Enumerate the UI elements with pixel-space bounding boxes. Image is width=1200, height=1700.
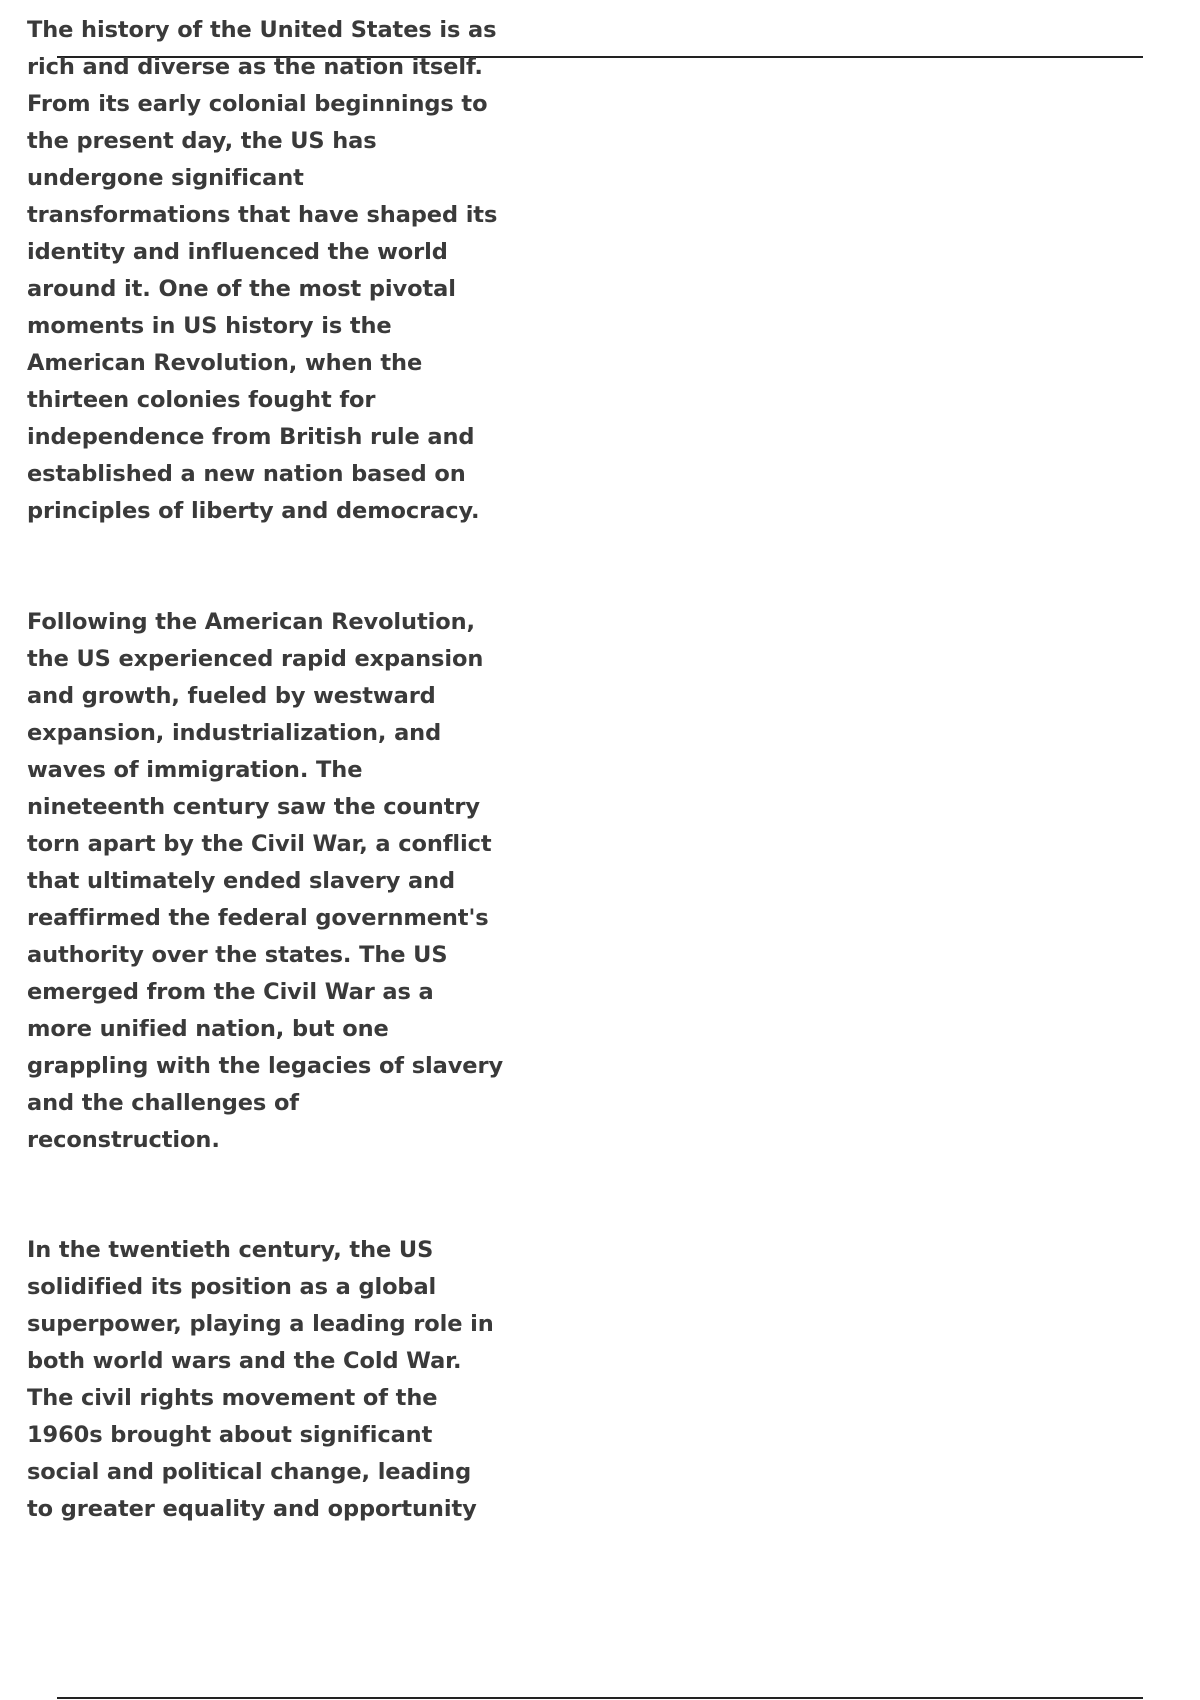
paragraph-line: and growth, fueled by westward xyxy=(27,683,436,709)
bottom-divider xyxy=(57,1697,1143,1699)
paragraph-line: The civil rights movement of the xyxy=(27,1385,438,1411)
paragraph-line: that ultimately ended slavery and xyxy=(27,868,456,894)
paragraph-line: reconstruction. xyxy=(27,1127,220,1153)
paragraph-line: around it. One of the most pivotal xyxy=(27,276,456,302)
paragraph-line: In the twentieth century, the US xyxy=(27,1237,434,1263)
paragraph-line: to greater equality and opportunity xyxy=(27,1496,477,1522)
paragraph-line: grappling with the legacies of slavery xyxy=(27,1053,504,1079)
paragraph-line: established a new nation based on xyxy=(27,461,466,487)
paragraph-line: transformations that have shaped its xyxy=(27,202,498,228)
paragraph-line: torn apart by the Civil War, a conflict xyxy=(27,831,492,857)
paragraph-line: waves of immigration. The xyxy=(27,757,363,783)
paragraph-line: thirteen colonies fought for xyxy=(27,387,376,413)
paragraph-line: The history of the United States is as xyxy=(27,17,497,43)
paragraph-line: expansion, industrialization, and xyxy=(27,720,442,746)
paragraph-line: the US experienced rapid expansion xyxy=(27,646,484,672)
paragraph-line: principles of liberty and democracy. xyxy=(27,498,480,524)
paragraph-line: nineteenth century saw the country xyxy=(27,794,480,820)
paragraph-line: the present day, the US has xyxy=(27,128,377,154)
paragraph-line: American Revolution, when the xyxy=(27,350,423,376)
paragraph-line: social and political change, leading xyxy=(27,1459,472,1485)
paragraph-line: and the challenges of xyxy=(27,1090,299,1116)
paragraph-line: more unified nation, but one xyxy=(27,1016,389,1042)
paragraph-line: moments in US history is the xyxy=(27,313,392,339)
paragraph-line: both world wars and the Cold War. xyxy=(27,1348,462,1374)
paragraph-line: 1960s brought about significant xyxy=(27,1422,433,1448)
paragraph-line: Following the American Revolution, xyxy=(27,609,475,635)
paragraph-3 xyxy=(27,1234,494,1530)
paragraph-line: emerged from the Civil War as a xyxy=(27,979,434,1005)
paragraph-line: undergone significant xyxy=(27,165,304,191)
paragraph-line: From its early colonial beginnings to xyxy=(27,91,488,117)
paragraph-line: superpower, playing a leading role in xyxy=(27,1311,494,1337)
paragraph-1 xyxy=(27,14,498,532)
paragraph-line: independence from British rule and xyxy=(27,424,475,450)
paragraph-line: reaffirmed the federal government's xyxy=(27,905,489,931)
paragraph-line: rich and diverse as the nation itself. xyxy=(27,54,483,80)
paragraph-line: identity and influenced the world xyxy=(27,239,448,265)
paragraph-line: solidified its position as a global xyxy=(27,1274,437,1300)
paragraph-2 xyxy=(27,606,504,1161)
paragraph-line: authority over the states. The US xyxy=(27,942,448,968)
